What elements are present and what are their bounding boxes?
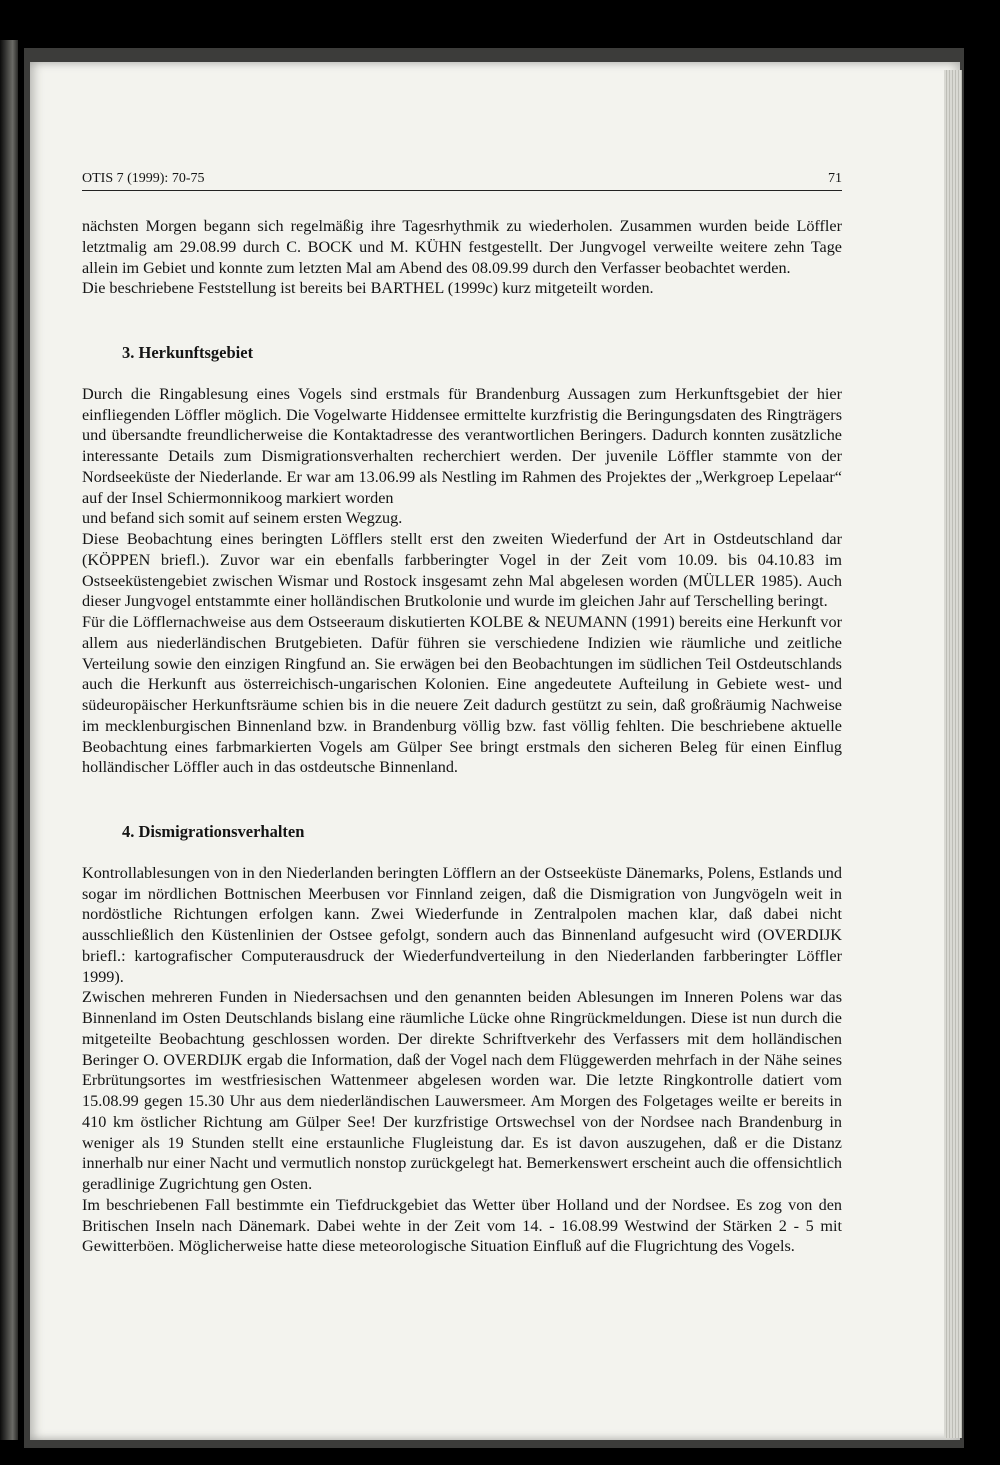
page-number: 71 (828, 171, 842, 186)
paragraph: Durch die Ringablesung eines Vogels sind erstmals für Brandenburg Aussagen zum Herkunftsgebiet der hier einfliegenden Löffler möglich. Die Vogelwarte Hiddensee ermittelte kurzfristig die Beringungsdaten des Ringträgers und übersandte freundlicherweise die Kontaktadresse des verantwortlichen Beringers. Dadurch konnten zusätzliche interessante Details zum Dismigrationsverhalten recherchiert werden. Der juvenile Löffler stammte von der Nordseeküste der Niederlande. Er war am 13.06.99 als Nestling im Rahmen des Projektes der „Werkgroep Lepelaar“ auf der Insel Schiermonnikoog markiert worden (82, 384, 842, 507)
spacer (82, 364, 842, 384)
page-stack-edge (944, 70, 962, 1438)
spacer (82, 299, 842, 343)
spacer (82, 778, 842, 822)
paragraph: Zwischen mehreren Funden in Niedersachsen und den genannten beiden Ablesungen im Inneren Polens war das Binnenland im Osten Deutschlands bislang eine räumliche Lücke ohne Ringrückmeldungen. Diese ist nun durch die mitgeteilte Beobachtung geschlossen worden. Der direkte Schriftverkehr des Verfassers mit dem holländischen Beringer O. OVERDIJK ergab die Information, daß der Vogel nach dem Flüggewerden mehrfach in der Nähe seines Erbrütungsortes im westfriesischen Wattenmeer abgelesen worden war. Die letzte Ringkontrolle datiert vom 15.08.99 gegen 15.30 Uhr aus dem niederländischen Lauwersmeer. Am Morgen des Folgetages weilte er bereits in 410 km östlicher Richtung am Gülper See! Der kurzfristige Ortswechsel von der Nordsee nach Brandenburg in weniger als 19 Stunden stellt eine erstaunliche Flugleistung dar. Es ist davon auszugehen, daß er die Distanz innerhalb nur einer Nacht und vermutlich nonstop zurückgelegt hat. Bemerkenswert erscheint auch die offensichtlich geradlinige Zugrichtung gen Osten. (82, 988, 842, 1193)
spacer (82, 843, 842, 863)
paragraph: nächsten Morgen begann sich regelmäßig ihre Tagesrhythmik zu wiederholen. Zusammen wurden beide Löffler letztmalig am 29.08.99 durch C. BOCK und M. KÜHN festgestellt. Der Jungvogel verweilte weitere zehn Tage allein im Gebiet und konnte zum letzten Mal am Abend des 08.09.99 durch den Verfasser beobachtet werden. (82, 217, 842, 277)
running-header (82, 168, 842, 191)
paragraph: Im beschriebenen Fall bestimmte ein Tiefdruckgebiet das Wetter über Holland und der Nordsee. Es zog von den Britischen Inseln nach Dänemark. Dabei wehte in der Zeit vom 14. - 16.08.99 Westwind der Stärken 2 - 5 mit Gewitterböen. Möglicherweise hatte diese meteorologische Situation Einfluß auf die Flugrichtung des Vogels. (82, 1195, 842, 1256)
section-heading-dismigrationsverhalten: 4. Dismigrationsverhalten (122, 822, 305, 841)
section-heading-herkunftsgebiet: 3. Herkunftsgebiet (122, 343, 254, 362)
journal-citation: OTIS 7 (1999): 70-75 (82, 171, 205, 186)
paragraph: Diese Beobachtung eines beringten Löfflers stellt erst den zweiten Wiederfund der Art in Ostdeutschland dar (KÖPPEN briefl.). Zuvor war ein ebenfalls farbberingter Vogel in der Zeit vom 10.09. bis 04.10.83 im Ostseeküstengebiet zwischen Wismar und Rostock insgesamt zehn Mal abgelesen worden (MÜLLER 1985). Auch dieser Jungvogel entstammte einer holländischen Brutkolonie und wurde im gleichen Jahr auf Terschelling beringt. (82, 530, 842, 611)
paragraph: und befand sich somit auf seinem ersten Wegzug. (82, 509, 403, 528)
paragraph: Kontrollablesungen von in den Niederlanden beringten Löfflern an der Ostseeküste Dänemarks, Polens, Estlands und sogar im nördlichen Bottnischen Meerbusen vor Finnland zeigen, daß die Dismigration von Jungvögeln weit in nordöstliche Richtungen erfolgen kann. Zwei Wiederfunde in Zentralpolen machen klar, daß dabei nicht ausschließlich den Küstenlinien der Ostsee gefolgt, sondern auch das Binnenland aufgesucht wird (OVERDIJK briefl.: kartografischer Computerausdruck der Wiederfundverteilung in den Niederlanden farbberingter Löffler 1999). (82, 863, 842, 986)
article-body (82, 216, 842, 1257)
paragraph: Für die Löfflernachweise aus dem Ostseeraum diskutierten KOLBE & NEUMANN (1991) bereits eine Herkunft vor allem aus niederländischen Brutgebieten. Dafür führen sie verschiedene Indizien wie räumliche und zeitliche Verteilung sowie den einzigen Ringfund an. Sie erwägen bei den Beobachtungen im südlichen Teil Ostdeutschlands auch die Herkunft aus österreichisch-ungarischen Kolonien. Eine angedeutete Aufteilung in Gebiete west- und südeuropäischer Herkunftsräume schien bis in die neuere Zeit dadurch gestützt zu sein, daß großräumig Nachweise im mecklenburgischen Binnenland bzw. in Brandenburg völlig bzw. fast völlig fehlten. Die beschriebene aktuelle Beobachtung eines farbmarkierten Vogels am Gülper See bringt erstmals den sicheren Beleg für einen Einflug holländischer Löffler auch in das ostdeutsche Binnenland. (82, 613, 842, 777)
book-spine-edge (0, 40, 18, 1440)
paragraph: Die beschriebene Feststellung ist bereits bei BARTHEL (1999c) kurz mitgeteilt worden. (82, 279, 654, 298)
